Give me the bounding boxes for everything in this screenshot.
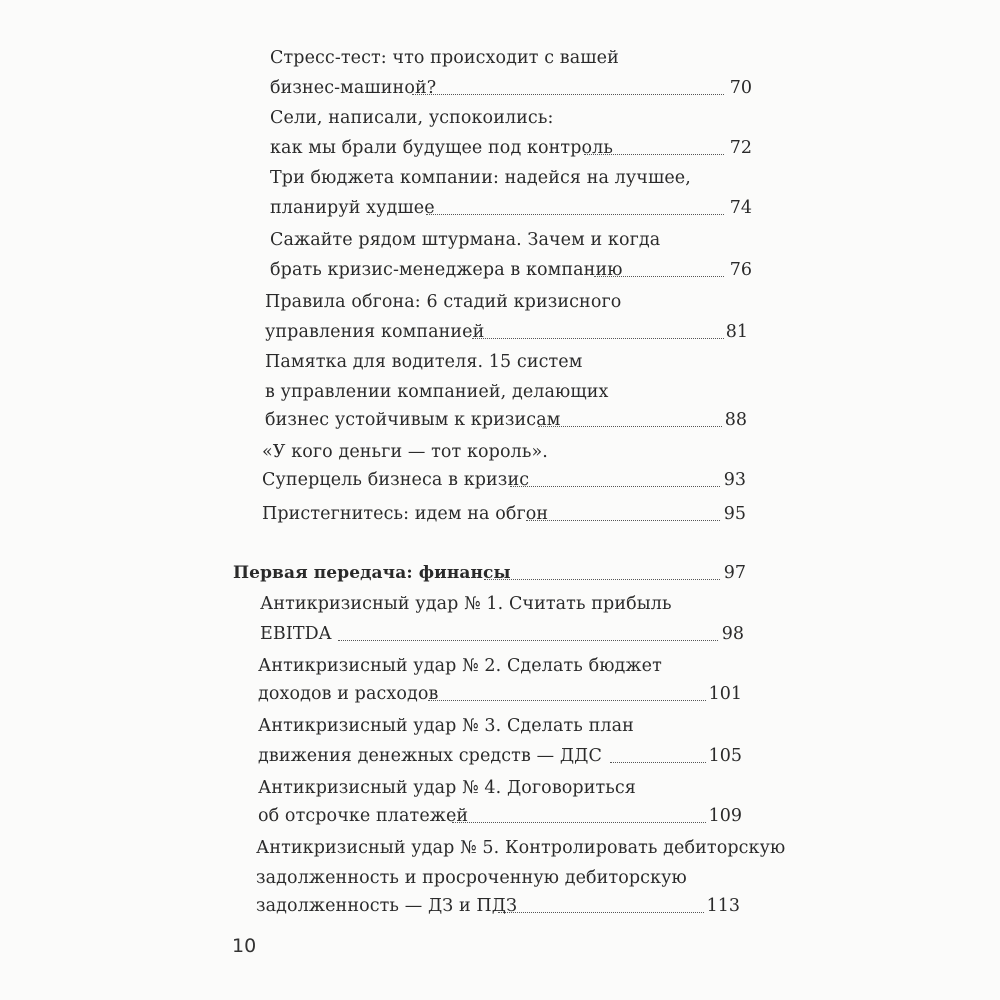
- entry-title-line: как мы брали будущее под контроль: [270, 138, 613, 158]
- dot-leader: [498, 912, 704, 913]
- entry-title-line: бизнес-машиной?: [270, 78, 437, 98]
- dot-leader: [472, 338, 724, 339]
- entry-title-line: Антикризисный удар № 2. Сделать бюджет: [258, 656, 662, 676]
- page-ref: 81: [725, 322, 748, 342]
- page-ref: 101: [708, 684, 742, 704]
- entry-title-line: «У кого деньги — тот король».: [262, 442, 548, 462]
- dot-leader: [452, 822, 706, 823]
- entry-title-line: планируй худшее: [270, 198, 435, 218]
- entry-title-line: бизнес устойчивым к кризисам: [265, 410, 561, 430]
- dot-leader: [338, 640, 718, 641]
- page-ref: 97: [723, 563, 746, 583]
- dot-leader: [412, 94, 724, 95]
- entry-title-line: движения денежных средств — ДДС: [258, 746, 602, 766]
- entry-title-line: задолженность и просроченную дебиторскую: [256, 868, 687, 888]
- footer-page-number: 10: [232, 935, 257, 957]
- entry-title-line: Памятка для водителя. 15 систем: [265, 352, 583, 372]
- entry-title-line: Сажайте рядом штурмана. Зачем и когда: [270, 230, 661, 250]
- entry-title-line: Антикризисный удар № 4. Договориться: [258, 778, 636, 798]
- entry-title-line: брать кризис-менеджера в компанию: [270, 260, 623, 280]
- dot-leader: [426, 214, 724, 215]
- section-title: Первая передача: финансы: [233, 563, 511, 583]
- page-ref: 95: [723, 504, 746, 524]
- entry-title-line: Пристегнитесь: идем на обгон: [262, 504, 549, 524]
- entry-title-line: Стресс-тест: что происходит с вашей: [270, 48, 619, 68]
- page-ref: 72: [729, 138, 752, 158]
- page-ref: 93: [723, 470, 746, 490]
- entry-title-line: задолженность — ДЗ и ПДЗ: [256, 896, 518, 916]
- page-ref: 105: [708, 746, 742, 766]
- entry-title-line: доходов и расходов: [258, 684, 439, 704]
- entry-title-line: Антикризисный удар № 3. Сделать план: [258, 716, 634, 736]
- entry-title-line: EBITDA: [260, 624, 332, 644]
- page-ref: 88: [724, 410, 747, 430]
- dot-leader: [484, 579, 720, 580]
- entry-title-line: Три бюджета компании: надейся на лучшее,: [270, 168, 691, 188]
- page-ref: 98: [721, 624, 744, 644]
- page-ref: 74: [729, 198, 752, 218]
- entry-title-line: Правила обгона: 6 стадий кризисного: [265, 292, 622, 312]
- entry-title-line: об отсрочке платежей: [258, 806, 469, 826]
- page-ref: 113: [706, 896, 740, 916]
- entry-title-line: Антикризисный удар № 1. Считать прибыль: [260, 594, 672, 614]
- dot-leader: [428, 700, 706, 701]
- entry-title-line: Суперцель бизнеса в кризис: [262, 470, 530, 490]
- entry-title-line: в управлении компанией, делающих: [265, 382, 609, 402]
- page-ref: 109: [708, 806, 742, 826]
- entry-title-line: Сели, написали, успокоились:: [270, 108, 554, 128]
- entry-title-line: управления компанией: [265, 322, 485, 342]
- page-ref: 70: [729, 78, 752, 98]
- entry-title-line: Антикризисный удар № 5. Контролировать дебиторскую: [256, 838, 786, 858]
- page-ref: 76: [729, 260, 752, 280]
